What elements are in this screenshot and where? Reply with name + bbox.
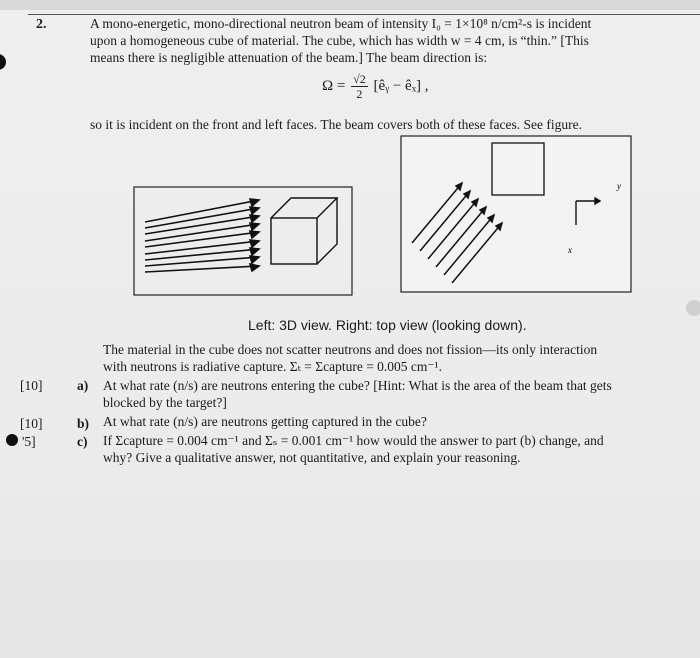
margin-shadow [686,300,700,316]
axis-x-label: x [568,245,572,255]
part-a-points: [10] [20,378,43,393]
after-equation-text: so it is incident on the front and left faces. The beam covers both of these faces. See figure. [90,117,582,132]
figure-caption: Left: 3D view. Right: top view (looking down). [248,317,527,333]
fraction-numerator: √2 [353,72,366,86]
figure-top-view [400,135,632,293]
beam-arrows-3d [145,199,259,272]
part-b-points: [10] [20,416,43,431]
fraction-denominator: 2 [356,87,363,101]
intro-line-3: means there is negligible attenuation of the beam.] The beam direction is: [90,50,488,65]
part-a-letter: a) [77,378,89,393]
scroll-marker-icon [0,54,6,70]
part-c-line-1: If Σcapture = 0.004 cm⁻¹ and Σₛ = 0.001 cm⁻¹ how would the answer to part (b) change, and [103,433,604,448]
intro-line-2: upon a homogeneous cube of material. The cube, which has width w = 4 cm, is “thin.” [This [90,33,589,48]
cube-3d [271,198,337,264]
header-rule [28,14,700,15]
part-a-line-2: blocked by the target?] [103,395,227,410]
part-c-line-2: why? Give a qualitative answer, not quantitative, and explain your reasoning. [103,450,521,465]
part-b-letter: b) [77,416,90,431]
equation-lhs: Ω = [322,77,346,94]
body-line-2: with neutrons is radiative capture. Σₜ = Σcapture = 0.005 cm⁻¹. [103,359,442,374]
equation-fraction [351,72,368,101]
axis-y-label: y [617,181,621,191]
problem-number: 2. [36,17,47,32]
figure-3d-view [133,186,353,296]
part-c-letter: c) [77,434,88,449]
equation-rhs: [êᵧ − êₓ] , [373,77,429,94]
intro-line-1: A mono-energetic, mono-directional neutron beam of intensity I₀ = 1×10⁸ n/cm²-s is incident [90,16,592,31]
bullet-icon [6,434,18,446]
page-bottom-area [0,560,700,658]
part-b-line-1: At what rate (n/s) are neutrons getting captured in the cube? [103,414,427,429]
part-c-points: '5] [22,434,36,449]
part-a-line-1: At what rate (n/s) are neutrons entering the cube? [Hint: What is the area of the beam that gets [103,378,612,393]
page-top-edge [0,0,700,10]
body-line-1: The material in the cube does not scatter neutrons and does not fission—its only interaction [103,342,598,357]
beam-direction-equation [322,72,429,101]
